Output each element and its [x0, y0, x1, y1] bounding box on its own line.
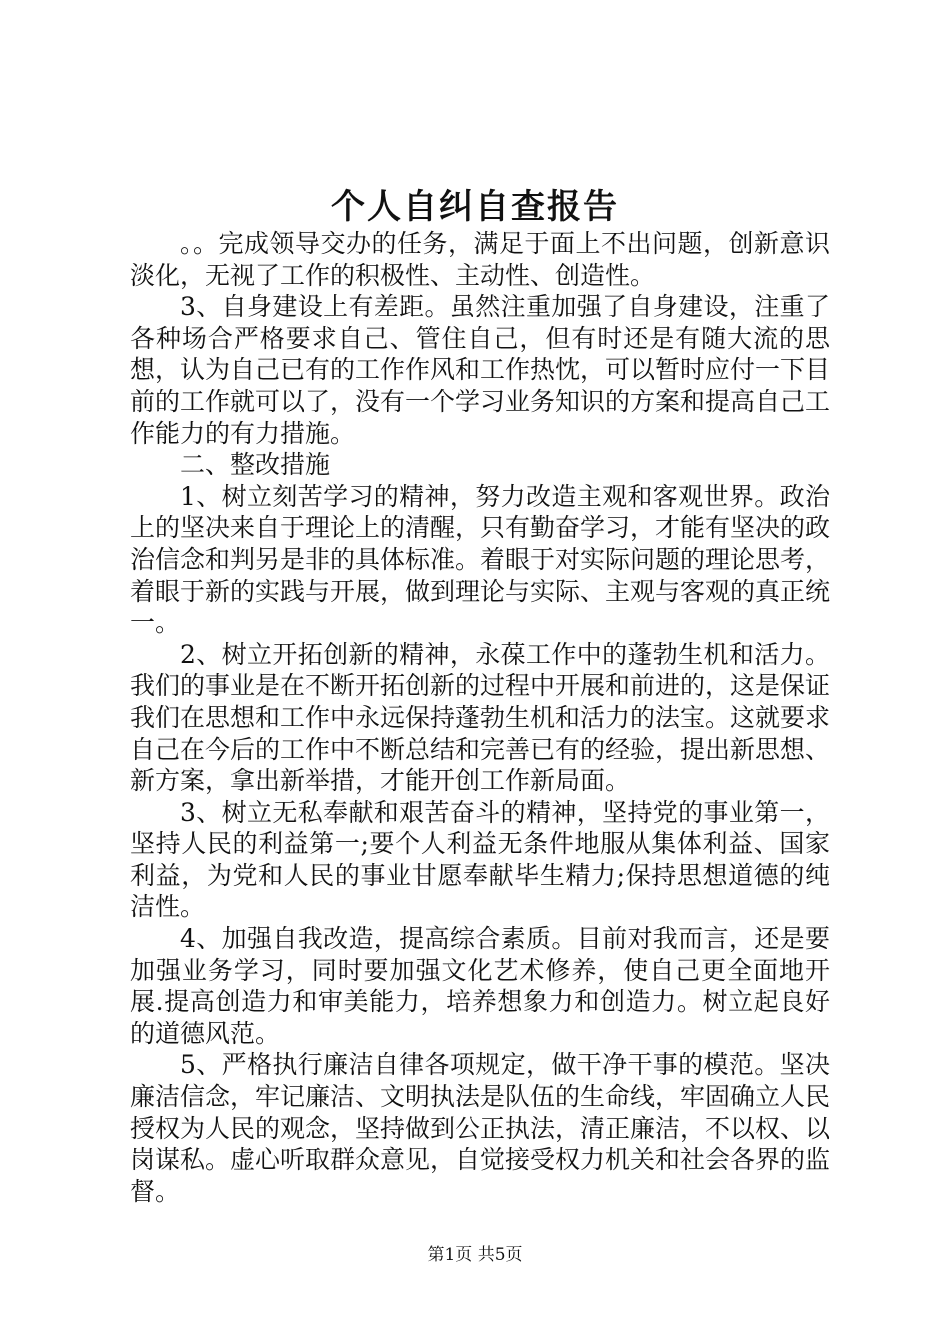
paragraph-measure-4: 4、加强自我改造，提高综合素质。目前对我而言，还是要加强业务学习，同时要加强文化艺术修养，使自己更全面地开展.提高创造力和审美能力，培养想象力和创造力。树立起良好的道德风范。	[130, 924, 830, 1048]
section-heading-rectification: 二、整改措施	[180, 450, 331, 480]
paragraph-measure-5: 5、严格执行廉洁自律各项规定，做干净干事的模范。坚决廉洁信念，牢记廉洁、文明执法是队伍的生命线，牢固确立人民授权为人民的观念，坚持做到公正执法，清正廉洁，不以权、以岗谋私。虚心听取群众意见，自觉接受权力机关和社会各界的监督。	[130, 1050, 831, 1206]
paragraph-measure-3: 3、树立无私奉献和艰苦奋斗的精神，坚持党的事业第一，坚持人民的利益第一;要个人利益无条件地服从集体利益、国家利益，为党和人民的事业甘愿奉献毕生精力;保持思想道德的纯洁性。	[130, 797, 830, 922]
paragraph-measure-2: 2、树立开拓创新的精神，永葆工作中的蓬勃生机和活力。我们的事业是在不断开拓创新的过程中开展和前进的，这是保证我们在思想和工作中永远保持蓬勃生机和活力的法宝。这就要求自己在今后的工作中不断总结和完善已有的经验，提出新思想、新方案，拿出新举措，才能开创工作新局面。	[130, 639, 831, 796]
document-body	[130, 228, 830, 1207]
paragraph-intro-continuation: 。。完成领导交办的任务，满足于面上不出问题，创新意识淡化，无视了工作的积极性、主动性、创造性。	[130, 229, 830, 290]
document-title: 个人自纠自查报告	[331, 187, 619, 227]
paragraph-self-construction: 3、自身建设上有差距。虽然注重加强了自身建设，注重了各种场合严格要求自己、管住自己，但有时还是有随大流的思想，认为自己已有的工作作风和工作热忱，可以暂时应付一下目前的工作就可以了，没有一个学习业务知识的方案和提高自己工作能力的有力措施。	[130, 292, 831, 448]
page-footer: 第1页 共5页	[427, 1245, 523, 1265]
paragraph-measure-1: 1、树立刻苦学习的精神，努力改造主观和客观世界。政治上的坚决来自于理论上的清醒，只有勤奋学习，才能有坚决的政治信念和判另是非的具体标准。着眼于对实际问题的理论思考，着眼于新的实践与开展，做到理论与实际、主观与客观的真正统一。	[130, 481, 831, 638]
